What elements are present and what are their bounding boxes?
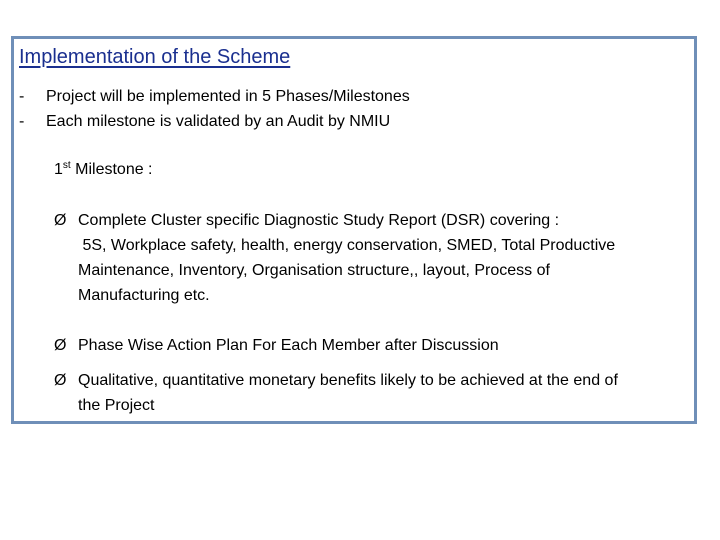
bullet-line: Manufacturing etc.: [78, 287, 210, 304]
bullet-line: Complete Cluster specific Diagnostic Study Report (DSR) covering :: [78, 212, 560, 229]
slide-title: Implementation of the Scheme: [19, 46, 291, 68]
bullet-item: [54, 333, 694, 358]
dash-item-text: Project will be implemented in 5 Phases/Milestones: [46, 88, 410, 105]
dash-marker: -: [19, 88, 25, 105]
arrow-bullet-icon: Ø: [54, 372, 67, 389]
bullet-item: [54, 208, 694, 308]
dash-list-item: [19, 113, 390, 131]
bullet-line: 5S, Workplace safety, health, energy conservation, SMED, Total Productive: [78, 237, 616, 254]
milestone-ordinal-suffix: st: [62, 160, 71, 171]
bullet-text: [78, 368, 694, 418]
milestone-label: Milestone :: [70, 161, 153, 178]
bullet-text: [78, 333, 694, 358]
bullet-line: the Project: [78, 397, 155, 414]
bullet-line: Phase Wise Action Plan For Each Member after Discussion: [78, 337, 499, 354]
dash-marker: -: [19, 113, 25, 130]
milestone-number: 1: [54, 161, 63, 178]
bullet-item: [54, 368, 694, 418]
dash-item-text: Each milestone is validated by an Audit by NMIU: [46, 113, 391, 130]
arrow-bullet-icon: Ø: [54, 212, 67, 229]
bullet-line: Maintenance, Inventory, Organisation structure,, layout, Process of: [78, 262, 550, 279]
bullet-text: [78, 208, 694, 308]
arrow-bullet-icon: Ø: [54, 337, 67, 354]
milestone-heading: [54, 160, 153, 179]
dash-list-item: [19, 88, 410, 106]
bullet-line: Qualitative, quantitative monetary benefits likely to be achieved at the end of: [78, 372, 618, 389]
